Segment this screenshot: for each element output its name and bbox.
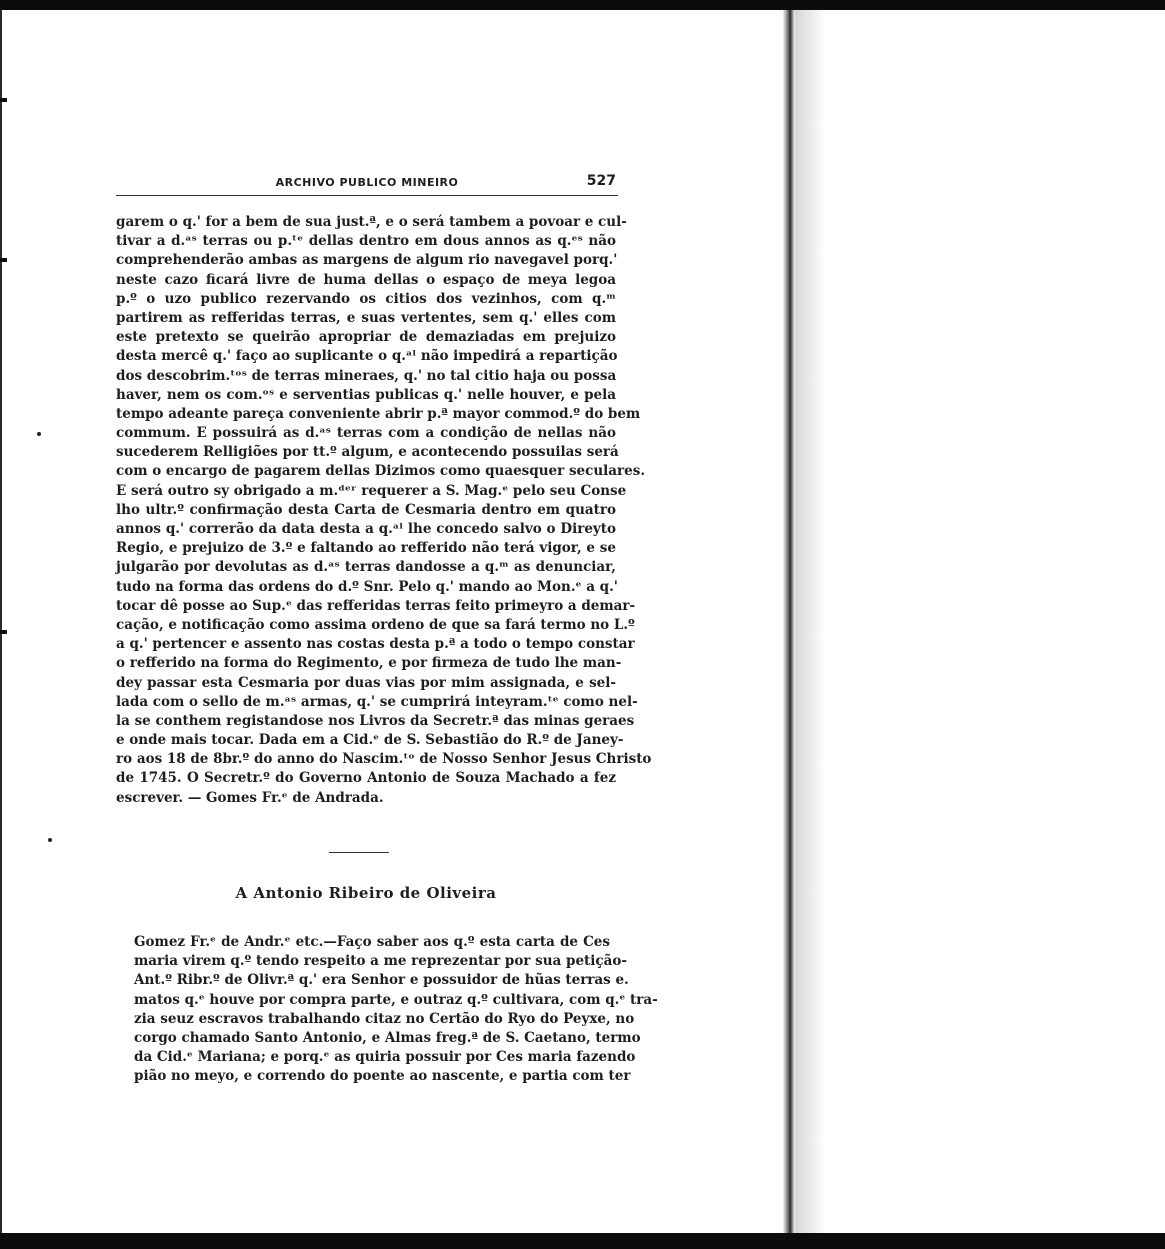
text-line: tudo na forma das ordens do d.º Snr. Pelo q.' mando ao Mon.ᵉ a q.': [116, 578, 618, 595]
text-line: la se conthem registandose nos Livros da Secretr.ª das minas geraes: [116, 712, 635, 729]
text-line: Gomez Fr.ᵉ de Andr.ᵉ etc.—Faço saber aos q.º esta carta de Ces: [134, 934, 610, 950]
running-title: ARCHIVO PUBLICO MINEIRO: [275, 176, 459, 189]
text-line: julgarão por devolutas as d.ᵃˢ terras dandosse a q.ᵐ as denunciar,: [116, 559, 616, 576]
text-line: E será outro sy obrigado a m.ᵈᵉʳ requerer a S. Mag.ᵉ pelo seu Conse: [116, 482, 627, 499]
main-text-block: [116, 213, 652, 808]
text-line: cação, e notificação como assima ordeno de que sa fará termo no L.º: [116, 616, 635, 633]
text-line: comprehenderão ambas as margens de algum rio navegavel porq.': [116, 252, 618, 269]
text-line: de 1745. O Secretr.º do Governo Antonio de Souza Machado a fez: [116, 770, 616, 787]
text-line: zia seuz escravos trabalhando citaz no Certão do Ryo do Peyxe, no: [134, 1010, 635, 1027]
text-line: matos q.ᵉ houve por compra parte, e outraz q.º cultivara, com q.ᵉ tra-: [134, 991, 658, 1008]
text-line: maria virem q.º tendo respeito a me reprezentar por sua petição-: [134, 953, 627, 970]
text-line: a q.' pertencer e assento nas costas desta p.ª a todo o tempo constar: [116, 636, 635, 653]
text-line: o refferido na forma do Regimento, e por firmeza de tudo lhe man-: [116, 655, 622, 672]
book-gutter-shadow: [795, 10, 825, 1233]
text-line: desta mercê q.' faço ao suplicante o q.ᵃˡ não impedirá a repartição: [116, 348, 618, 365]
scan-border-top: [0, 0, 1165, 10]
edge-mark: [0, 630, 7, 634]
text-line: corgo chamado Santo Antonio, e Almas freg.ª de S. Caetano, termo: [134, 1029, 641, 1046]
edge-mark: [0, 258, 7, 262]
section-heading: A Antonio Ribeiro de Oliveira: [235, 884, 497, 902]
facing-blank-page: [825, 10, 1165, 1233]
section-text-block: [134, 933, 658, 1087]
text-line: Regio, e prejuizo de 3.º e faltando ao refferido não terá vigor, e se: [116, 540, 616, 557]
text-line: Ant.º Ribr.º de Olivr.ª q.' era Senhor e possuidor de hũas terras e.: [134, 972, 629, 989]
text-line: p.º o uzo publico rezervando os citios dos vezinhos, com q.ᵐ: [116, 290, 616, 307]
text-line: tivar a d.ᵃˢ terras ou p.ᵗᵉ dellas dentro em dous annos as q.ᵉˢ não: [116, 233, 616, 250]
text-line: sucederem Relligiões por tt.º algum, e acontecendo possuilas será: [116, 444, 619, 461]
text-line: escrever. — Gomes Fr.ᵉ de Andrada.: [116, 789, 384, 806]
scan-speck: [48, 838, 52, 842]
page-number: 527: [586, 173, 616, 189]
text-line: commum. E possuirá as d.ᵃˢ terras com a condição de nellas não: [116, 425, 616, 442]
text-line: partirem as refferidas terras, e suas vertentes, sem q.' elles com: [116, 309, 616, 326]
book-gutter: [783, 10, 795, 1233]
text-line: garem o q.' for a bem de sua just.ª, e o será tambem a povoar e cul-: [116, 214, 627, 230]
scan-border-bottom: [0, 1233, 1165, 1249]
text-line: tempo adeante pareça conveniente abrir p.ª mayor commod.º do bem: [116, 405, 641, 422]
text-line: este pretexto se queirão apropriar de demaziadas em prejuizo: [116, 329, 616, 346]
section-divider: [329, 852, 389, 853]
text-line: dos descobrim.ᵗᵒˢ de terras mineraes, q.' no tal citio haja ou possa: [116, 367, 617, 384]
text-line: neste cazo ficará livre de huma dellas o espaço de meya legoa: [116, 271, 616, 288]
text-line: e onde mais tocar. Dada em a Cid.ᵉ de S. Sebastião do R.º de Janey-: [116, 732, 624, 749]
edge-mark: [0, 98, 7, 102]
text-line: com o encargo de pagarem dellas Dizimos como quaesquer seculares.: [116, 463, 646, 480]
text-line: lada com o sello de m.ᵃˢ armas, q.' se cumprirá inteyram.ᵗᵉ como nel-: [116, 693, 638, 710]
running-header: [116, 173, 618, 194]
header-rule: [116, 195, 618, 196]
text-line: dey passar esta Cesmaria por duas vias por mim assignada, e sel-: [116, 674, 616, 691]
text-line: haver, nem os com.ᵒˢ e serventias publicas q.' nelle houver, e pela: [116, 386, 616, 403]
text-line: da Cid.ᵉ Mariana; e porq.ᵉ as quiria possuir por Ces maria fazendo: [134, 1049, 636, 1066]
scan-speck: [37, 432, 41, 436]
text-line: ro aos 18 de 8br.º do anno do Nascim.ᵗᵒ de Nosso Senhor Jesus Christo: [116, 751, 652, 768]
text-line: lho ultr.º confirmação desta Carta de Cesmaria dentro em quatro: [116, 501, 616, 518]
text-line: annos q.' correrão da data desta a q.ᵃˡ lhe concedo salvo o Direyto: [116, 521, 616, 537]
text-line: pião no meyo, e correndo do poente ao nascente, e partia com ter: [134, 1068, 631, 1085]
text-line: tocar dê posse ao Sup.ᵉ das refferidas terras feito primeyro a demar-: [116, 597, 636, 614]
scan-border-left: [0, 10, 2, 1233]
